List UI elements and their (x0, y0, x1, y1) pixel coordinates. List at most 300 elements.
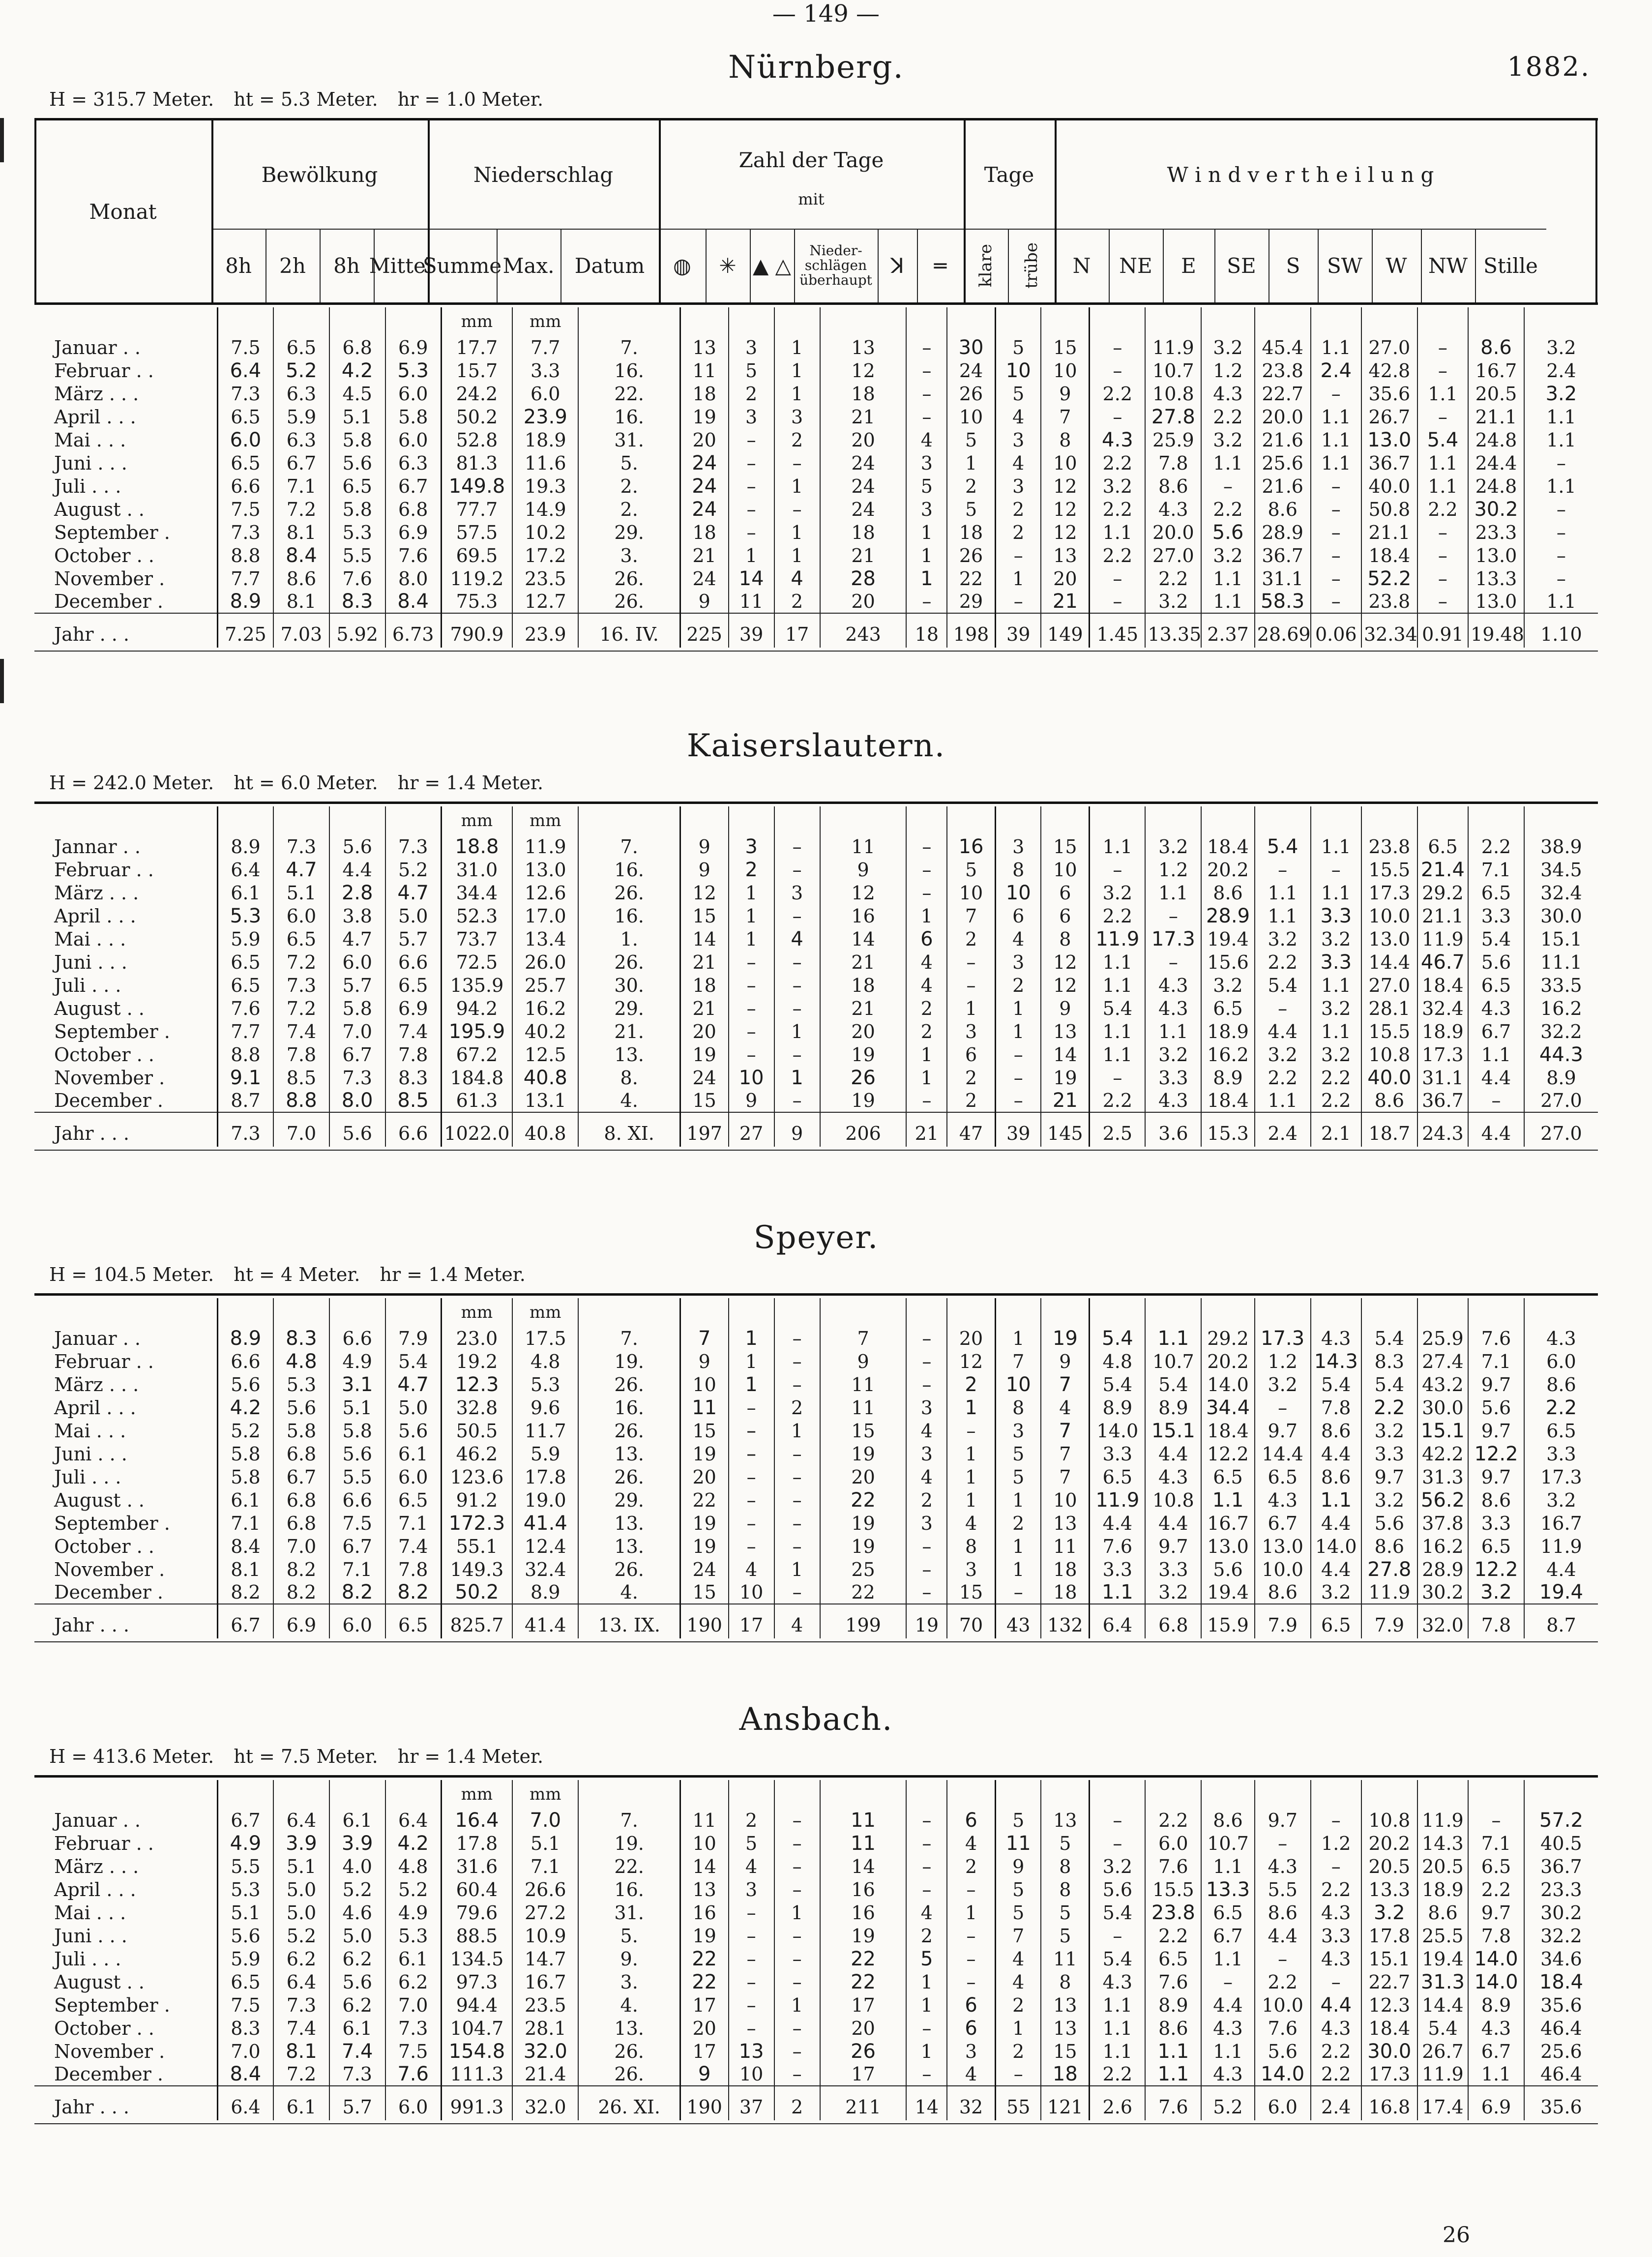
cell-value: 1.1 (1090, 950, 1146, 974)
cell-value: 1 (947, 1396, 995, 1419)
cell-value: 10 (995, 881, 1041, 904)
cell-value: – (1255, 1832, 1311, 1855)
cell-value: 3.3 (1145, 1066, 1201, 1089)
cell-value: 24.3 (1417, 1112, 1468, 1147)
cell-value: 29. (578, 521, 680, 544)
cell-value: – (906, 1809, 947, 1832)
cell-value: – (774, 1350, 820, 1373)
month-label: Februar . . (54, 859, 154, 881)
cell-value: 15 (680, 904, 728, 927)
cell-value: 18.4 (1361, 544, 1417, 567)
cell-value: 5.2 (329, 1878, 385, 1901)
cell-value: 7.8 (385, 1043, 442, 1066)
cell-value: 17 (680, 1993, 728, 2017)
cell-value: 1 (906, 544, 947, 567)
cell-value: 7.4 (273, 1020, 329, 1043)
cell-value: 8.3 (273, 1327, 329, 1350)
cell-value: 36.7 (1524, 1855, 1598, 1878)
cell-value: 4.5 (329, 382, 385, 405)
cell-value: 4.4 (1090, 1512, 1146, 1535)
cell-value: 1 (947, 451, 995, 475)
cell-value: 7.8 (1145, 451, 1201, 475)
cell-value: – (774, 1373, 820, 1396)
unit-label: mm (441, 1780, 512, 1809)
cell-value: – (1090, 1809, 1146, 1832)
cell-value: 4.4 (1311, 1512, 1361, 1535)
column-header: SE (1227, 253, 1256, 278)
cell-value: 6.0 (1255, 2086, 1311, 2120)
cell-value: 6.7 (1201, 1924, 1255, 1947)
table-row (34, 1970, 1598, 1993)
cell-value: 14.3 (1311, 1350, 1361, 1373)
cell-value: 5.3 (273, 1373, 329, 1396)
cell-value: 40.8 (512, 1066, 578, 1089)
cell-value: – (1201, 475, 1255, 498)
cell-value: 32.2 (1524, 1020, 1598, 1043)
cell-value: 2.2 (1145, 1809, 1201, 1832)
cell-value: 8.8 (217, 1043, 273, 1066)
cell-value: 6.4 (273, 1970, 329, 1993)
cell-value: 10.0 (1255, 1558, 1311, 1581)
station-table (34, 307, 1598, 648)
cell-value: 15 (1041, 2040, 1089, 2063)
cell-value: 60.4 (441, 1878, 512, 1901)
cell-value: 7.3 (385, 835, 442, 858)
cell-value: – (729, 1993, 774, 2017)
month-label: November . (54, 1067, 165, 1089)
cell-value: 3 (906, 1442, 947, 1465)
cell-value: – (1311, 521, 1361, 544)
cell-value: – (995, 2063, 1041, 2086)
cell-value: 3.1 (329, 1373, 385, 1396)
cell-value: 19 (820, 1535, 907, 1558)
cell-value: 13 (1041, 544, 1089, 567)
month-label: Januar . . (54, 1809, 141, 1831)
cell-value: 14.3 (1417, 1832, 1468, 1855)
cell-value: 15.5 (1145, 1878, 1201, 1901)
cell-value: 40.5 (1524, 1832, 1598, 1855)
cell-value: 28.1 (512, 2017, 578, 2040)
column-header: ▲ △ (753, 253, 791, 278)
cell-value: 43 (995, 1604, 1041, 1638)
zahl-tage-header: Zahl der Tage (738, 148, 884, 172)
cell-value: 6.0 (1524, 1350, 1598, 1373)
cell-value: 36.7 (1255, 544, 1311, 567)
cell-value: 5. (578, 451, 680, 475)
cell-value: 2.8 (329, 881, 385, 904)
cell-value: – (947, 1878, 995, 1901)
annual-row (34, 2086, 1598, 2120)
cell-value: 27.8 (1145, 405, 1201, 428)
cell-value: 52.2 (1361, 567, 1417, 590)
cell-value: 3 (906, 498, 947, 521)
cell-value: 6 (906, 927, 947, 950)
cell-value: 11 (820, 1373, 907, 1396)
cell-value: – (729, 1465, 774, 1488)
cell-value: 20.5 (1361, 1855, 1417, 1878)
cell-value: 1 (729, 1373, 774, 1396)
cell-value: 145 (1041, 1112, 1089, 1147)
cell-value: 1 (995, 1488, 1041, 1512)
cell-value: 2.2 (1090, 382, 1146, 405)
height-ht: ht = 4 Meter. (234, 1264, 360, 1285)
table-row (34, 521, 1598, 544)
cell-value: 6.4 (273, 1809, 329, 1832)
cell-value: 26. (578, 2063, 680, 2086)
column-header: 2h (279, 253, 306, 278)
column-header: Datum (574, 253, 645, 278)
cell-value: 1.1 (1201, 590, 1255, 613)
cell-value: 1.1 (1145, 1020, 1201, 1043)
cell-value: 123.6 (441, 1465, 512, 1488)
cell-value: 4 (995, 405, 1041, 428)
month-label: Juli . . . (54, 1948, 121, 1970)
cell-value: 4.4 (1468, 1066, 1524, 1089)
cell-value: 20.2 (1361, 1832, 1417, 1855)
cell-value: 19. (578, 1350, 680, 1373)
cell-value: 5 (947, 858, 995, 881)
cell-value: 31. (578, 428, 680, 451)
cell-value: 3.2 (1145, 1581, 1201, 1604)
month-label: Jahr . . . (54, 2096, 130, 2118)
height-H: H = 315.7 Meter. (49, 89, 214, 110)
cell-value: 26 (947, 544, 995, 567)
cell-value: 18 (680, 382, 728, 405)
cell-value: 1. (578, 927, 680, 950)
cell-value: 20.2 (1201, 1350, 1255, 1373)
cell-value: 9 (680, 835, 728, 858)
cell-value: 7.6 (1145, 2086, 1201, 2120)
cell-value: 8.6 (1524, 1373, 1598, 1396)
cell-value: 29. (578, 997, 680, 1020)
cell-value: 4.2 (217, 1396, 273, 1419)
cell-value: 7.0 (512, 1809, 578, 1832)
unit-label: mm (512, 1780, 578, 1809)
cell-value: 32.4 (1417, 997, 1468, 1020)
cell-value: 7.3 (217, 382, 273, 405)
cell-value: 15 (1041, 336, 1089, 359)
cell-value: 11.9 (1090, 1488, 1146, 1512)
cell-value: 21 (820, 950, 907, 974)
cell-value: 19 (820, 1442, 907, 1465)
cell-value: 8.1 (273, 590, 329, 613)
cell-value: 1 (774, 1901, 820, 1924)
cell-value: 4. (578, 1993, 680, 2017)
cell-value: 9 (1041, 997, 1089, 1020)
cell-value: 7.5 (217, 1993, 273, 2017)
cell-value: 16 (820, 1901, 907, 1924)
cell-value: 15 (820, 1419, 907, 1442)
cell-value: 1.1 (1090, 835, 1146, 858)
table-row (34, 1512, 1598, 1535)
cell-value: 8.6 (1255, 1581, 1311, 1604)
cell-value: 15 (947, 1581, 995, 1604)
cell-value: 12 (1041, 974, 1089, 997)
cell-value: 5.4 (1090, 1901, 1146, 1924)
table-row (34, 881, 1598, 904)
cell-value: 5.8 (385, 405, 442, 428)
cell-value: – (1311, 1809, 1361, 1832)
cell-value: 34.5 (1524, 858, 1598, 881)
station-table (34, 806, 1598, 1147)
cell-value: 1.1 (1311, 428, 1361, 451)
cell-value: 5.2 (385, 858, 442, 881)
cell-value: 8.4 (385, 590, 442, 613)
cell-value: 5.8 (217, 1442, 273, 1465)
cell-value: 13.0 (1255, 1535, 1311, 1558)
cell-value: 199 (820, 1604, 907, 1638)
table-row (34, 1419, 1598, 1442)
height-H: H = 242.0 Meter. (49, 772, 214, 794)
cell-value: 17 (774, 613, 820, 648)
cell-value: – (729, 1901, 774, 1924)
cell-value: – (906, 1855, 947, 1878)
cell-value: 149 (1041, 613, 1089, 648)
cell-value: – (1524, 544, 1598, 567)
cell-value: 26 (820, 2040, 907, 2063)
cell-value: 18 (1041, 2063, 1089, 2086)
cell-value: 18.8 (441, 835, 512, 858)
cell-value: 2.6 (1090, 2086, 1146, 2120)
cell-value: 7 (1041, 1465, 1089, 1488)
cell-value: 1 (774, 359, 820, 382)
cell-value: 11 (680, 1396, 728, 1419)
month-label: October . . (54, 544, 154, 566)
cell-value: 52.3 (441, 904, 512, 927)
cell-value: 5.6 (329, 1112, 385, 1147)
cell-value: 57.5 (441, 521, 512, 544)
cell-value: 5 (995, 1901, 1041, 1924)
cell-value: 24 (820, 498, 907, 521)
cell-value: 39 (729, 613, 774, 648)
cell-value: 17.2 (512, 544, 578, 567)
cell-value: 2.2 (1255, 950, 1311, 974)
cell-value: 5 (1041, 1901, 1089, 1924)
cell-value: 13.0 (1201, 1535, 1255, 1558)
cell-value: 18.4 (1361, 2017, 1417, 2040)
cell-value: – (1090, 359, 1146, 382)
cell-value: 67.2 (441, 1043, 512, 1066)
cell-value: 8.4 (273, 544, 329, 567)
cell-value: 14.0 (1311, 1535, 1361, 1558)
cell-value: 10 (947, 405, 995, 428)
cell-value: 7.9 (1255, 1604, 1311, 1638)
cell-value: 7.0 (273, 1535, 329, 1558)
cell-value: 1.2 (1311, 1832, 1361, 1855)
cell-value: 20 (1041, 567, 1089, 590)
cell-value: 5.9 (273, 405, 329, 428)
cell-value: 27.8 (1361, 1558, 1417, 1581)
height-hr: hr = 1.4 Meter. (397, 772, 544, 794)
cell-value: 1.1 (1090, 1020, 1146, 1043)
cell-value: 5 (995, 1465, 1041, 1488)
month-label: October . . (54, 1535, 154, 1557)
cell-value: 6.3 (273, 382, 329, 405)
cell-value: 25 (820, 1558, 907, 1581)
cell-value: 7.2 (273, 498, 329, 521)
cell-value: 6.7 (273, 451, 329, 475)
cell-value: 2.2 (1145, 1924, 1201, 1947)
cell-value: 19 (820, 1924, 907, 1947)
cell-value: 31. (578, 1901, 680, 1924)
cell-value: 13. (578, 1043, 680, 1066)
cell-value: 13.35 (1145, 613, 1201, 648)
cell-value: 6.5 (329, 475, 385, 498)
cell-value: 3 (995, 1419, 1041, 1442)
cell-value: 12.5 (512, 1043, 578, 1066)
cell-value: 50.8 (1361, 498, 1417, 521)
cell-value: 3.2 (1524, 382, 1598, 405)
cell-value: 11 (820, 1809, 907, 1832)
cell-value: 7.3 (217, 521, 273, 544)
cell-value: 13 (820, 336, 907, 359)
cell-value: 3.3 (1524, 1442, 1598, 1465)
cell-value: 8.6 (1201, 1809, 1255, 1832)
cell-value: 8.6 (1255, 498, 1311, 521)
cell-value: 16 (680, 1901, 728, 1924)
cell-value: 29 (947, 590, 995, 613)
cell-value: 9 (774, 1112, 820, 1147)
cell-value: 21.1 (1417, 904, 1468, 927)
cell-value: 6 (995, 904, 1041, 927)
cell-value: 28.69 (1255, 613, 1311, 648)
cell-value: – (995, 1043, 1041, 1066)
month-label: September . (54, 1994, 170, 2016)
cell-value: 6.3 (385, 451, 442, 475)
cell-value: 25.6 (1524, 2040, 1598, 2063)
table-row (34, 1350, 1598, 1373)
station-heights (49, 772, 563, 794)
cell-value: 8.6 (1311, 1465, 1361, 1488)
cell-value: 4.3 (1145, 974, 1201, 997)
cell-value: 9.6 (512, 1396, 578, 1419)
month-label: Juni . . . (54, 452, 127, 474)
cell-value: 6.2 (329, 1993, 385, 2017)
cell-value: 3.3 (1468, 904, 1524, 927)
cell-value: 5.7 (329, 2086, 385, 2120)
cell-value: 28.9 (1255, 521, 1311, 544)
cell-value: 7.1 (329, 1558, 385, 1581)
cell-value: 1.1 (1201, 1855, 1255, 1878)
cell-value: 4 (906, 428, 947, 451)
cell-value: 8.9 (1468, 1993, 1524, 2017)
cell-value: 10 (729, 1581, 774, 1604)
cell-value: 190 (680, 1604, 728, 1638)
cell-value: 19 (680, 1442, 728, 1465)
cell-value: 13.3 (1361, 1878, 1417, 1901)
cell-value: 14 (680, 927, 728, 950)
cell-value: 7.3 (329, 1066, 385, 1089)
cell-value: 77.7 (441, 498, 512, 521)
cell-value: 20 (947, 1327, 995, 1350)
cell-value: 27.0 (1361, 336, 1417, 359)
cell-value: 56.2 (1417, 1488, 1468, 1512)
cell-value: 26. (578, 1419, 680, 1442)
cell-value: – (774, 1809, 820, 1832)
cell-value: 111.3 (441, 2063, 512, 2086)
cell-value: 3.2 (1201, 544, 1255, 567)
column-header: 8h (333, 253, 360, 278)
cell-value: 1.1 (1090, 2040, 1146, 2063)
cell-value: 3.2 (1468, 1581, 1524, 1604)
cell-value: 8 (1041, 428, 1089, 451)
month-label: September . (54, 521, 170, 543)
cell-value: 18 (1041, 1558, 1089, 1581)
cell-value: 15 (680, 1419, 728, 1442)
cell-value: 5 (995, 1442, 1041, 1465)
cell-value: 5.4 (1145, 1373, 1201, 1396)
bewoelkung-header: Bewölkung (261, 162, 378, 187)
cell-value: – (774, 451, 820, 475)
month-label: August . . (54, 1971, 145, 1993)
cell-value: 16.2 (512, 997, 578, 1020)
cell-value: 4 (947, 1832, 995, 1855)
cell-value: 4.8 (1090, 1350, 1146, 1373)
cell-value: 26.7 (1361, 405, 1417, 428)
month-label: October . . (54, 2017, 154, 2039)
cell-value: 13. IX. (578, 1604, 680, 1638)
cell-value: 2.2 (1255, 1970, 1311, 1993)
cell-value: 1.1 (1255, 881, 1311, 904)
cell-value: 4.9 (385, 1901, 442, 1924)
cell-value: 0.91 (1417, 613, 1468, 648)
cell-value: 57.2 (1524, 1809, 1598, 1832)
cell-value: 20 (820, 2017, 907, 2040)
cell-value: 19.3 (512, 475, 578, 498)
cell-value: 10.8 (1145, 382, 1201, 405)
cell-value: 31.6 (441, 1855, 512, 1878)
cell-value: 7. (578, 1809, 680, 1832)
cell-value: 1.1 (1524, 475, 1598, 498)
cell-value: – (906, 2017, 947, 2040)
cell-value: 11 (820, 835, 907, 858)
column-header: NW (1428, 253, 1468, 278)
cell-value: 6.5 (1468, 974, 1524, 997)
cell-value: 8.7 (1524, 1604, 1598, 1638)
cell-value: 16. (578, 359, 680, 382)
niederschlag-header: Niederschlag (473, 162, 614, 187)
cell-value: 1.1 (1255, 1089, 1311, 1112)
cell-value: 4.3 (1524, 1327, 1598, 1350)
cell-value: 6 (947, 1043, 995, 1066)
month-label: Mai . . . (54, 429, 126, 451)
cell-value: 6.6 (329, 1488, 385, 1512)
cell-value: 26 (947, 382, 995, 405)
cell-value: 6.1 (217, 881, 273, 904)
windvertheilung-header: W i n d v e r t h e i l u n g (1167, 162, 1434, 187)
cell-value: 1.1 (1201, 1488, 1255, 1512)
height-H: H = 104.5 Meter. (49, 1264, 214, 1285)
cell-value: – (729, 1442, 774, 1465)
cell-value: 19 (820, 1512, 907, 1535)
cell-value: 4.4 (1311, 1558, 1361, 1581)
cell-value: 2 (947, 1089, 995, 1112)
cell-value: 14.9 (512, 498, 578, 521)
cell-value: – (1090, 405, 1146, 428)
cell-value: 21.4 (512, 2063, 578, 2086)
cell-value: 4.4 (1311, 1442, 1361, 1465)
cell-value: 6.1 (329, 2017, 385, 2040)
cell-value: 21.1 (1361, 521, 1417, 544)
cell-value: 20.0 (1145, 521, 1201, 544)
cell-value: 7.6 (1468, 1327, 1524, 1350)
cell-value: 4.4 (1145, 1512, 1201, 1535)
cell-value: 8.2 (385, 1581, 442, 1604)
cell-value: 15.1 (1524, 927, 1598, 950)
cell-value: 6.5 (1145, 1947, 1201, 1970)
cell-value: 1 (729, 1350, 774, 1373)
cell-value: 8.6 (1468, 336, 1524, 359)
